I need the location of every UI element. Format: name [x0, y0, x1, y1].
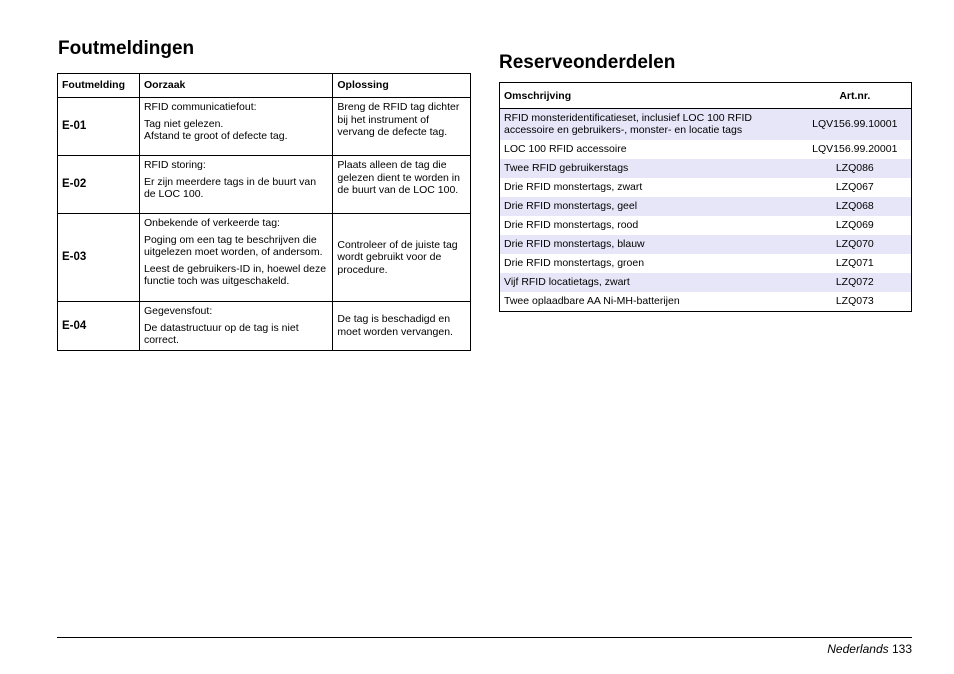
part-article-number: LZQ072 [799, 273, 912, 292]
part-description: Drie RFID monstertags, groen [504, 257, 645, 269]
part-article-number: LZQ086 [799, 159, 912, 178]
table-row [58, 302, 471, 351]
column-header-code: Foutmelding [58, 74, 140, 98]
cause-line: RFID communicatiefout: [143, 101, 257, 113]
cause-line: De datastructuur op de tag is niet correct. [143, 321, 299, 346]
cause-line: Tag niet gelezen. Afstand te groot of defecte tag. [143, 117, 288, 142]
table-row [500, 140, 912, 159]
error-solution: Controleer of de juiste tag wordt gebruikt voor de procedure. [333, 214, 471, 302]
cause-line: Gegevensfout: [143, 305, 213, 317]
table-header-row [500, 83, 912, 109]
error-cause [139, 214, 332, 302]
part-article-number: LQV156.99.20001 [812, 143, 898, 155]
cause-line: Leest de gebruikers-ID in, hoewel deze functie toch was uitgeschakeld. [143, 262, 327, 287]
error-cause [139, 302, 332, 351]
table-row [500, 292, 912, 312]
part-article-number: LZQ067 [835, 181, 874, 193]
cause-line: Er zijn meerdere tags in de buurt van de LOC 100. [143, 175, 317, 200]
error-code: E-03 [58, 214, 140, 302]
part-article-number: LZQ071 [835, 257, 874, 269]
footer-divider [57, 637, 912, 638]
part-article-number: LZQ068 [799, 197, 912, 216]
page-number: 133 [891, 642, 912, 656]
table-row [500, 254, 912, 273]
parts-title: Reserveonderdelen [499, 52, 676, 73]
part-description: LOC 100 RFID accessoire [504, 143, 627, 155]
part-description: Drie RFID monstertags, geel [500, 197, 799, 216]
error-messages-table [57, 73, 471, 351]
table-row [500, 197, 912, 216]
table-row [500, 235, 912, 254]
spare-parts-table [499, 82, 912, 312]
part-article-number: LQV156.99.10001 [799, 109, 912, 140]
table-row [58, 156, 471, 214]
column-header-cause: Oorzaak [139, 74, 332, 98]
part-description: Drie RFID monstertags, zwart [504, 181, 643, 193]
table-row [500, 273, 912, 292]
error-solution: Plaats alleen de tag die gelezen dient te worden in de buurt van de LOC 100. [333, 156, 471, 214]
error-solution: Breng de RFID tag dichter bij het instrument of vervang de defecte tag. [333, 98, 471, 156]
part-description: Drie RFID monstertags, blauw [500, 235, 799, 254]
column-header-solution: Oplossing [333, 74, 471, 98]
table-row [500, 216, 912, 235]
error-code: E-02 [58, 156, 140, 214]
error-cause [139, 98, 332, 156]
column-header-description: Omschrijving [500, 83, 799, 109]
cause-line: Poging om een tag te beschrijven die uitgelezen moet worden, of andersom. [143, 233, 323, 258]
part-article-number: LZQ069 [835, 219, 874, 231]
cause-line: RFID storing: [143, 159, 206, 171]
part-description: Drie RFID monstertags, rood [504, 219, 639, 231]
table-row [500, 109, 912, 140]
part-article-number: LZQ073 [835, 295, 874, 307]
part-article-number: LZQ070 [799, 235, 912, 254]
footer-language: Nederlands [827, 642, 889, 656]
part-description: Vijf RFID locatietags, zwart [500, 273, 799, 292]
errors-title: Foutmeldingen [58, 38, 195, 59]
part-description: RFID monsteridentificatieset, inclusief LOC 100 RFID accessoire en gebruikers-, monster- en locatie tags [500, 109, 799, 140]
cause-line: Onbekende of verkeerde tag: [143, 217, 280, 229]
table-header-row [58, 74, 471, 98]
table-row [58, 214, 471, 302]
column-header-article-number: Art.nr. [799, 83, 912, 109]
part-description: Twee RFID gebruikerstags [500, 159, 799, 178]
page-footer [827, 642, 912, 656]
error-code: E-01 [58, 98, 140, 156]
error-code: E-04 [58, 302, 140, 351]
table-row [500, 178, 912, 197]
error-cause [139, 156, 332, 214]
part-description: Twee oplaadbare AA Ni-MH-batterijen [504, 295, 680, 307]
table-row [500, 159, 912, 178]
table-row [58, 98, 471, 156]
error-solution: De tag is beschadigd en moet worden vervangen. [333, 302, 471, 351]
